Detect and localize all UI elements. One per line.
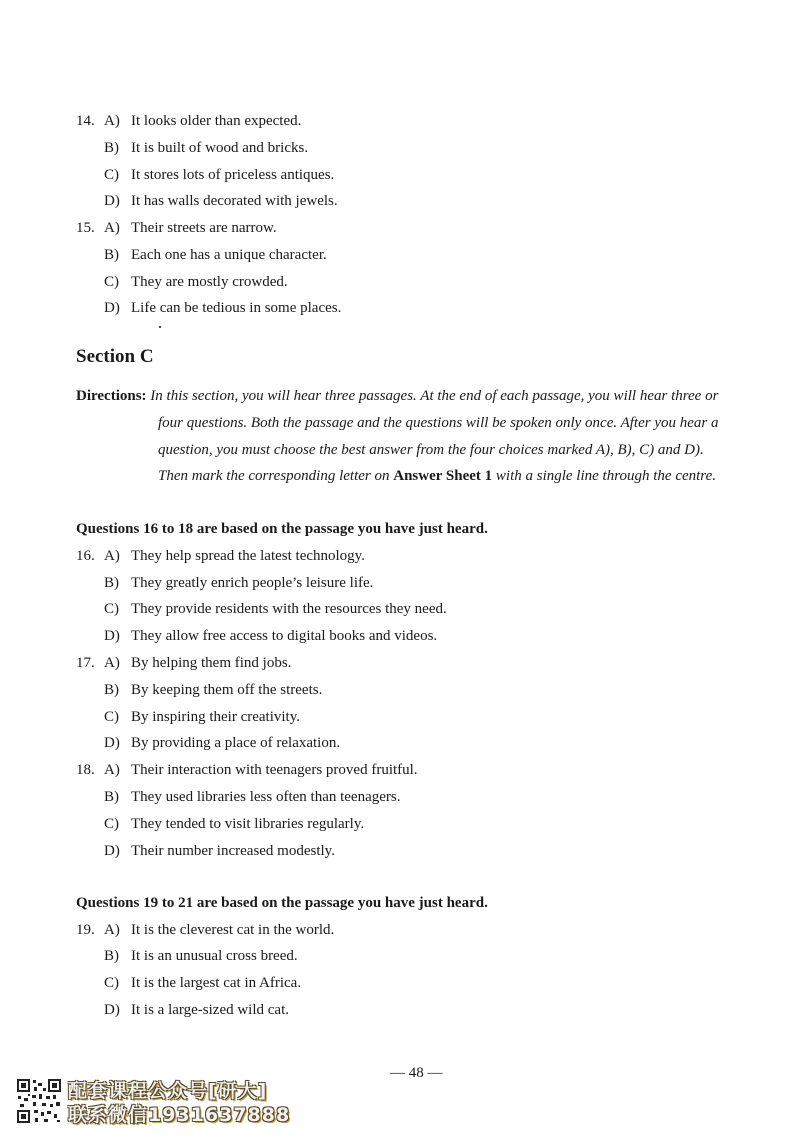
directions-text: Then mark the corresponding letter on <box>158 468 390 484</box>
option-c <box>104 815 364 833</box>
option-letter: C) <box>104 975 119 991</box>
option-c <box>104 273 288 291</box>
option-letter: B) <box>104 682 119 698</box>
option-b <box>104 947 298 965</box>
question-17 <box>76 654 291 672</box>
option-d <box>104 192 338 210</box>
question-number: 16. <box>76 548 95 564</box>
option-text: They greatly enrich people’s leisure life. <box>131 575 374 591</box>
option-text: They used libraries less often than teenagers. <box>131 789 401 805</box>
option-letter: D) <box>104 628 120 644</box>
option-text: It is an unusual cross breed. <box>131 948 298 964</box>
option-text: They provide residents with the resources they need. <box>131 601 447 617</box>
option-letter: B) <box>104 948 119 964</box>
option-d <box>104 734 340 752</box>
option-letter: B) <box>104 247 119 263</box>
option-text: Each one has a unique character. <box>131 247 327 263</box>
option-letter: A) <box>104 922 120 938</box>
option-text: Their streets are narrow. <box>131 220 277 236</box>
question-15 <box>76 219 277 237</box>
option-letter: B) <box>104 140 119 156</box>
option-c <box>104 974 301 992</box>
stray-dot <box>159 326 161 328</box>
question-group-header: Questions 19 to 21 are based on the passage you have just heard. <box>76 895 488 911</box>
option-text: It is built of wood and bricks. <box>131 140 309 156</box>
option-letter: C) <box>104 167 119 183</box>
option-letter: D) <box>104 843 120 859</box>
option-letter: C) <box>104 601 119 617</box>
option-c <box>104 166 334 184</box>
directions-line-3: question, you must choose the best answer from the four choices marked A), B), C) and D). <box>158 442 704 458</box>
option-b <box>104 246 327 264</box>
directions-text: In this section, you will hear three passages. At the end of each passage, you will hear three or <box>150 388 719 404</box>
question-number: 18. <box>76 762 95 778</box>
option-d <box>104 299 341 317</box>
option-letter: A) <box>104 113 120 129</box>
directions-line-2: four questions. Both the passage and the questions will be spoken only once. After you hear a <box>158 415 719 431</box>
option-letter: A) <box>104 655 120 671</box>
option-d <box>104 627 437 645</box>
option-letter: C) <box>104 816 119 832</box>
question-16 <box>76 547 365 565</box>
option-text: By inspiring their creativity. <box>131 709 300 725</box>
question-14 <box>76 112 301 130</box>
option-letter: C) <box>104 709 119 725</box>
option-text: Life can be tedious in some places. <box>131 300 342 316</box>
option-c <box>104 600 447 618</box>
option-text: Their number increased modestly. <box>131 843 335 859</box>
option-text: It looks older than expected. <box>131 113 302 129</box>
option-b <box>104 574 373 592</box>
option-text: It is a large-sized wild cat. <box>131 1002 289 1018</box>
answer-sheet-ref: Answer Sheet 1 <box>393 468 493 484</box>
option-text: It stores lots of priceless antiques. <box>131 167 335 183</box>
option-text: They allow free access to digital books and videos. <box>131 628 438 644</box>
question-18 <box>76 761 418 779</box>
option-text: They help spread the latest technology. <box>131 548 365 564</box>
watermark-line-1: 配套课程公众号[研大] <box>68 1080 268 1102</box>
directions-line-1 <box>76 387 718 405</box>
option-letter: D) <box>104 1002 120 1018</box>
option-letter: D) <box>104 193 120 209</box>
option-d <box>104 1001 289 1019</box>
question-number: 15. <box>76 220 95 236</box>
option-d <box>104 842 335 860</box>
option-letter: B) <box>104 789 119 805</box>
option-text: It has walls decorated with jewels. <box>131 193 338 209</box>
option-letter: D) <box>104 735 120 751</box>
option-text: By providing a place of relaxation. <box>131 735 341 751</box>
option-letter: D) <box>104 300 120 316</box>
question-group-header: Questions 16 to 18 are based on the passage you have just heard. <box>76 521 488 537</box>
option-letter: C) <box>104 274 119 290</box>
directions-line-4 <box>158 467 716 485</box>
option-text: They are mostly crowded. <box>131 274 288 290</box>
option-text: By helping them find jobs. <box>131 655 292 671</box>
option-letter: A) <box>104 220 120 236</box>
watermark-line-2: 联系微信1931637888 <box>68 1104 291 1126</box>
option-text: It is the largest cat in Africa. <box>131 975 302 991</box>
option-b <box>104 788 401 806</box>
option-text: Their interaction with teenagers proved fruitful. <box>131 762 418 778</box>
option-b <box>104 139 308 157</box>
question-number: 14. <box>76 113 95 129</box>
option-c <box>104 708 300 726</box>
question-19 <box>76 921 334 939</box>
option-text: They tended to visit libraries regularly. <box>131 816 365 832</box>
option-text: By keeping them off the streets. <box>131 682 323 698</box>
page-number: — 48 — <box>390 1065 443 1081</box>
option-b <box>104 681 322 699</box>
directions-text: with a single line through the centre. <box>495 468 716 484</box>
option-text: It is the cleverest cat in the world. <box>131 922 335 938</box>
option-letter: A) <box>104 548 120 564</box>
qr-code-icon <box>16 1078 62 1124</box>
directions-label: Directions: <box>76 388 147 404</box>
question-number: 17. <box>76 655 95 671</box>
question-number: 19. <box>76 922 95 938</box>
option-letter: B) <box>104 575 119 591</box>
option-letter: A) <box>104 762 120 778</box>
section-title: Section C <box>76 346 154 367</box>
